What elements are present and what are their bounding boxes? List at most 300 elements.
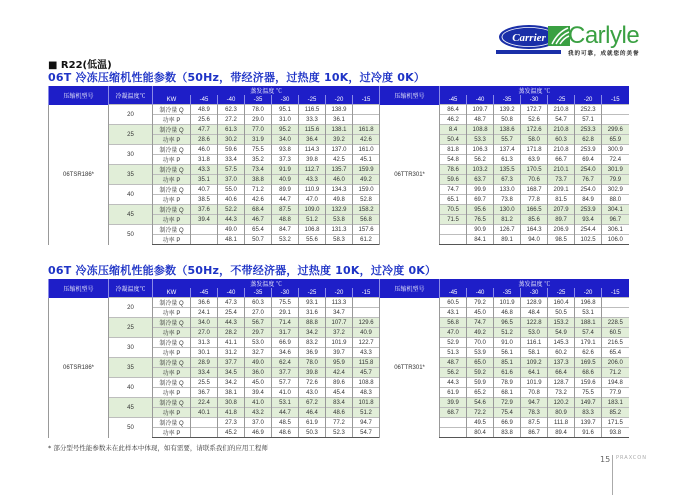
value-cell: 51.3 [440, 348, 467, 358]
value-cell: 139.7 [575, 418, 602, 428]
value-cell: 31.7 [272, 328, 299, 338]
value-cell: 31.6 [299, 308, 326, 318]
value-cell: 73.4 [245, 165, 272, 175]
page-divider [612, 455, 613, 495]
table-row [49, 205, 629, 215]
row-label: 功率 P [153, 215, 191, 225]
value-cell: 81.2 [494, 215, 521, 225]
value-cell: 81.8 [440, 145, 467, 155]
value-cell: 66.9 [272, 338, 299, 348]
value-cell: 87.5 [521, 418, 548, 428]
value-cell: 45.0 [245, 378, 272, 388]
value-cell: 61.3 [494, 155, 521, 165]
cond-temp: 20 [109, 298, 153, 318]
value-cell: 60.5 [440, 298, 467, 308]
value-cell: 89.9 [272, 185, 299, 195]
evap-temp-col: -25 [548, 288, 575, 298]
value-cell: 135.7 [326, 165, 353, 175]
value-cell: 44.3 [218, 318, 245, 328]
cond-temp: 20 [109, 105, 153, 125]
value-cell: 196.8 [575, 298, 602, 308]
value-cell: 68.1 [494, 388, 521, 398]
value-cell: 34.0 [272, 135, 299, 145]
value-cell: 35.1 [191, 175, 218, 185]
value-cell: 183.1 [602, 398, 629, 408]
value-cell: 50.8 [494, 115, 521, 125]
value-cell [191, 418, 218, 428]
evap-temp-header: 蒸发温度 ℃ [153, 279, 380, 288]
value-cell: 161.0 [353, 145, 380, 155]
value-cell: 206.9 [548, 225, 575, 235]
evap-temp-col: -25 [299, 95, 326, 105]
table-row [49, 225, 629, 235]
value-cell: 44.7 [272, 408, 299, 418]
value-cell: 40.9 [353, 328, 380, 338]
value-cell: 88.8 [299, 318, 326, 328]
value-cell: 67.2 [299, 398, 326, 408]
value-cell: 49.0 [218, 225, 245, 235]
value-cell: 106.0 [602, 235, 629, 245]
value-cell: 57.1 [575, 115, 602, 125]
value-cell: 53.1 [272, 398, 299, 408]
value-cell: 54.7 [353, 428, 380, 438]
value-cell: 50.5 [548, 308, 575, 318]
row-label: 功率 P [153, 135, 191, 145]
value-cell [602, 298, 629, 308]
value-cell: 68.4 [245, 205, 272, 215]
row-label: 制冷量 Q [153, 398, 191, 408]
row-label: 制冷量 Q [153, 298, 191, 308]
value-cell: 75.4 [494, 408, 521, 418]
value-cell: 94.7 [521, 398, 548, 408]
value-cell: 48.3 [353, 388, 380, 398]
value-cell: 210.1 [548, 165, 575, 175]
value-cell: 53.8 [326, 215, 353, 225]
value-cell: 43.0 [299, 388, 326, 398]
value-cell: 70.0 [467, 338, 494, 348]
row-label: 制冷量 Q [153, 378, 191, 388]
value-cell: 116.5 [299, 105, 326, 115]
row-label: 功率 P [153, 348, 191, 358]
value-cell: 38.5 [191, 195, 218, 205]
value-cell: 46.7 [245, 215, 272, 225]
value-cell: 101.9 [326, 338, 353, 348]
value-cell: 65.4 [602, 348, 629, 358]
value-cell: 53.3 [467, 135, 494, 145]
value-cell: 109.2 [521, 358, 548, 368]
value-cell: 48.7 [440, 358, 467, 368]
model-name: 06TTR301* [380, 105, 440, 245]
value-cell: 75.5 [272, 298, 299, 308]
table-row [49, 318, 629, 328]
value-cell: 50.3 [299, 428, 326, 438]
value-cell: 96.7 [602, 215, 629, 225]
value-cell: 47.0 [299, 195, 326, 205]
evap-temp-col: -15 [602, 95, 629, 105]
value-cell: 216.5 [602, 338, 629, 348]
value-cell: 138.6 [494, 125, 521, 135]
value-cell: 116.1 [521, 338, 548, 348]
value-cell: 228.5 [602, 318, 629, 328]
value-cell: 89.1 [494, 235, 521, 245]
value-cell: 207.9 [548, 205, 575, 215]
value-cell: 253.3 [575, 125, 602, 135]
value-cell: 53.9 [467, 348, 494, 358]
cond-temp: 25 [109, 318, 153, 338]
value-cell: 130.0 [494, 205, 521, 215]
value-cell: 95.2 [272, 125, 299, 135]
value-cell: 59.6 [218, 145, 245, 155]
row-label: 制冷量 Q [153, 338, 191, 348]
value-cell: 43.3 [353, 348, 380, 358]
table-row [49, 338, 629, 348]
value-cell: 75.5 [245, 145, 272, 155]
value-cell: 41.8 [218, 408, 245, 418]
value-cell: 85.1 [494, 358, 521, 368]
value-cell: 52.8 [353, 195, 380, 205]
value-cell: 49.5 [467, 418, 494, 428]
page-brand: PRAXCON [616, 455, 647, 461]
value-cell: 46.0 [326, 175, 353, 185]
value-cell [602, 308, 629, 318]
value-cell: 302.9 [602, 185, 629, 195]
value-cell: 34.6 [272, 348, 299, 358]
value-cell: 51.2 [494, 328, 521, 338]
table-row [49, 105, 629, 115]
value-cell: 81.5 [548, 195, 575, 205]
evap-temp-col: -30 [521, 288, 548, 298]
value-cell: 83.2 [299, 338, 326, 348]
value-cell: 83.3 [575, 408, 602, 418]
value-cell: 57.5 [218, 165, 245, 175]
value-cell: 52.3 [326, 428, 353, 438]
value-cell: 52.9 [440, 338, 467, 348]
value-cell: 36.0 [245, 368, 272, 378]
value-cell: 254.0 [575, 185, 602, 195]
cond-temp: 25 [109, 125, 153, 145]
value-cell: 45.4 [326, 388, 353, 398]
value-cell: 25.5 [191, 378, 218, 388]
value-cell: 46.2 [440, 115, 467, 125]
value-cell: 69.4 [575, 155, 602, 165]
value-cell: 56.7 [245, 318, 272, 328]
value-cell: 48.1 [218, 235, 245, 245]
value-cell: 101.8 [353, 398, 380, 408]
value-cell [353, 308, 380, 318]
value-cell: 159.6 [575, 378, 602, 388]
value-cell: 69.7 [467, 195, 494, 205]
value-cell: 34.0 [191, 318, 218, 328]
value-cell: 48.6 [272, 428, 299, 438]
value-cell: 54.7 [548, 115, 575, 125]
value-cell: 37.7 [218, 358, 245, 368]
value-cell: 43.3 [191, 165, 218, 175]
value-cell: 58.3 [326, 235, 353, 245]
carlyle-mark-icon [548, 26, 570, 46]
row-label: 制冷量 Q [153, 125, 191, 135]
value-cell: 95.9 [326, 358, 353, 368]
model-header: 压缩机型号 [49, 86, 109, 105]
value-cell: 83.4 [326, 398, 353, 408]
value-cell: 76.5 [467, 215, 494, 225]
row-label: 功率 P [153, 388, 191, 398]
value-cell: 48.7 [467, 115, 494, 125]
value-cell: 31.0 [272, 115, 299, 125]
value-cell: 132.9 [326, 205, 353, 215]
value-cell: 45.7 [353, 368, 380, 378]
value-cell: 109.7 [467, 105, 494, 115]
value-cell: 63.7 [467, 175, 494, 185]
value-cell: 50.7 [245, 235, 272, 245]
table-row [49, 125, 629, 135]
value-cell: 45.2 [218, 428, 245, 438]
value-cell: 115.8 [353, 358, 380, 368]
value-cell: 149.7 [575, 398, 602, 408]
value-cell: 47.7 [191, 125, 218, 135]
value-cell: 93.1 [299, 298, 326, 308]
value-cell: 91.9 [272, 165, 299, 175]
value-cell: 43.1 [440, 308, 467, 318]
value-cell: 34.2 [218, 378, 245, 388]
value-cell: 93.8 [272, 145, 299, 155]
value-cell: 54.8 [440, 155, 467, 165]
value-cell: 40.9 [272, 175, 299, 185]
value-cell: 30.8 [218, 398, 245, 408]
value-cell: 39.7 [326, 348, 353, 358]
evap-temp-header: 蒸发温度 ℃ [153, 86, 380, 95]
value-cell: 53.2 [272, 235, 299, 245]
value-cell: 37.6 [191, 205, 218, 215]
value-cell: 8.4 [440, 125, 467, 135]
value-cell: 28.6 [191, 135, 218, 145]
value-cell: 40.1 [191, 408, 218, 418]
value-cell: 99.9 [467, 185, 494, 195]
value-cell: 153.2 [548, 318, 575, 328]
value-cell: 171.8 [521, 145, 548, 155]
value-cell: 179.1 [575, 338, 602, 348]
value-cell: 72.4 [602, 155, 629, 165]
value-cell: 42.5 [326, 155, 353, 165]
value-cell: 41.0 [272, 388, 299, 398]
value-cell: 60.5 [602, 328, 629, 338]
model-header: 压缩机型号 [380, 279, 440, 298]
value-cell: 25.6 [191, 115, 218, 125]
value-cell: 49.2 [467, 328, 494, 338]
value-cell: 78.0 [299, 358, 326, 368]
value-cell: 145.3 [548, 338, 575, 348]
evap-temp-col: -25 [548, 95, 575, 105]
value-cell: 253.9 [575, 145, 602, 155]
page-number: 15 [600, 455, 611, 464]
value-cell: 45.1 [353, 155, 380, 165]
table-row [49, 165, 629, 175]
table-row [49, 378, 629, 388]
value-cell: 158.2 [353, 205, 380, 215]
value-cell: 45.0 [467, 308, 494, 318]
value-cell: 31.9 [245, 135, 272, 145]
value-cell: 42.4 [326, 368, 353, 378]
value-cell: 94.7 [353, 418, 380, 428]
value-cell: 62.8 [575, 135, 602, 145]
value-cell: 128.7 [548, 378, 575, 388]
evap-temp-header: 蒸发温度 ℃ [440, 86, 629, 95]
row-label: 功率 P [153, 235, 191, 245]
value-cell: 68.6 [575, 368, 602, 378]
value-cell: 67.3 [494, 175, 521, 185]
value-cell: 137.0 [326, 145, 353, 155]
evap-temp-col: -20 [575, 288, 602, 298]
value-cell: 98.5 [548, 235, 575, 245]
cond-temp: 45 [109, 398, 153, 418]
value-cell: 135.5 [494, 165, 521, 175]
value-cell: 74.7 [440, 185, 467, 195]
value-cell: 301.9 [602, 165, 629, 175]
cond-temp: 30 [109, 145, 153, 165]
row-label: 功率 P [153, 115, 191, 125]
value-cell: 71.2 [602, 368, 629, 378]
value-cell: 37.3 [272, 155, 299, 165]
value-cell: 39.8 [299, 155, 326, 165]
value-cell: 84.7 [272, 225, 299, 235]
value-cell: 34.7 [326, 308, 353, 318]
model-header: 压缩机型号 [49, 279, 109, 298]
value-cell: 47.0 [440, 328, 467, 338]
row-label: 功率 P [153, 328, 191, 338]
value-cell: 134.3 [326, 185, 353, 195]
value-cell: 139.2 [494, 105, 521, 115]
value-cell: 59.2 [467, 368, 494, 378]
value-cell: 27.0 [191, 328, 218, 338]
value-cell: 38.1 [218, 388, 245, 398]
value-cell: 61.9 [440, 388, 467, 398]
value-cell [440, 225, 467, 235]
value-cell: 90.9 [467, 225, 494, 235]
kw-header: KW [153, 95, 191, 105]
value-cell: 32.7 [245, 348, 272, 358]
value-cell: 80.9 [548, 408, 575, 418]
row-label: 制冷量 Q [153, 318, 191, 328]
value-cell: 306.1 [602, 225, 629, 235]
row-label: 功率 P [153, 155, 191, 165]
value-cell: 60.3 [548, 135, 575, 145]
header-row [49, 86, 629, 95]
value-cell: 72.6 [299, 378, 326, 388]
value-cell: 60.3 [245, 298, 272, 308]
value-cell: 59.9 [467, 378, 494, 388]
value-cell: 89.6 [326, 378, 353, 388]
value-cell: 66.7 [548, 155, 575, 165]
value-cell: 62.6 [575, 348, 602, 358]
value-cell: 36.7 [191, 388, 218, 398]
value-cell: 101.9 [521, 378, 548, 388]
evap-temp-col: -45 [191, 288, 218, 298]
value-cell: 56.2 [467, 155, 494, 165]
value-cell: 77.0 [245, 125, 272, 135]
row-label: 制冷量 Q [153, 358, 191, 368]
row-label: 制冷量 Q [153, 418, 191, 428]
value-cell: 131.3 [326, 225, 353, 235]
evap-temp-col: -30 [272, 95, 299, 105]
model-header: 压缩机型号 [380, 86, 440, 105]
value-cell: 52.2 [218, 205, 245, 215]
value-cell: 86.4 [440, 105, 467, 115]
value-cell: 73.2 [548, 388, 575, 398]
value-cell: 113.3 [326, 298, 353, 308]
value-cell: 49.0 [245, 358, 272, 368]
value-cell: 65.9 [602, 135, 629, 145]
value-cell: 61.2 [353, 235, 380, 245]
value-cell: 29.1 [272, 308, 299, 318]
value-cell: 59.6 [440, 175, 467, 185]
row-label: 制冷量 Q [153, 205, 191, 215]
cond-temp: 30 [109, 338, 153, 358]
value-cell: 65.4 [245, 225, 272, 235]
value-cell: 85.2 [602, 408, 629, 418]
value-cell [353, 105, 380, 115]
table-row [49, 358, 629, 368]
evap-temp-col: -20 [575, 95, 602, 105]
value-cell: 36.1 [326, 115, 353, 125]
value-cell: 169.5 [575, 358, 602, 368]
evap-temp-col: -45 [440, 95, 467, 105]
value-cell: 112.7 [299, 165, 326, 175]
value-cell: 96.5 [494, 318, 521, 328]
row-label: 功率 P [153, 408, 191, 418]
value-cell: 22.4 [191, 398, 218, 408]
kw-header: KW [153, 288, 191, 298]
value-cell: 126.7 [494, 225, 521, 235]
cond-temp-header: 冷凝温度℃ [109, 279, 153, 298]
value-cell: 71.5 [440, 215, 467, 225]
value-cell: 41.1 [218, 338, 245, 348]
table-row [49, 298, 629, 308]
value-cell: 44.3 [440, 378, 467, 388]
value-cell: 89.7 [548, 215, 575, 225]
value-cell: 44.7 [272, 195, 299, 205]
value-cell: 71.4 [272, 318, 299, 328]
row-label: 制冷量 Q [153, 105, 191, 115]
value-cell: 36.6 [191, 298, 218, 308]
row-label: 制冷量 Q [153, 185, 191, 195]
value-cell: 86.7 [521, 428, 548, 438]
value-cell: 194.8 [602, 378, 629, 388]
cond-temp-header: 冷凝温度℃ [109, 86, 153, 105]
value-cell: 93.4 [575, 215, 602, 225]
value-cell: 72.2 [467, 408, 494, 418]
value-cell: 34.2 [299, 328, 326, 338]
value-cell: 27.2 [218, 115, 245, 125]
value-cell: 76.7 [575, 175, 602, 185]
value-cell [353, 298, 380, 308]
value-cell: 109.0 [299, 205, 326, 215]
header-row [49, 279, 629, 288]
value-cell: 209.1 [548, 185, 575, 195]
value-cell: 253.9 [575, 205, 602, 215]
value-cell: 34.5 [218, 368, 245, 378]
value-cell: 29.7 [245, 328, 272, 338]
value-cell [602, 115, 629, 125]
value-cell: 172.6 [521, 125, 548, 135]
value-cell [191, 428, 218, 438]
performance-table-economizer [48, 86, 629, 245]
value-cell: 78.3 [521, 408, 548, 418]
evap-temp-col: -15 [353, 95, 380, 105]
value-cell: 84.9 [575, 195, 602, 205]
value-cell: 133.0 [494, 185, 521, 195]
value-cell [440, 428, 467, 438]
evap-temp-col: -15 [602, 288, 629, 298]
value-cell: 61.9 [299, 418, 326, 428]
